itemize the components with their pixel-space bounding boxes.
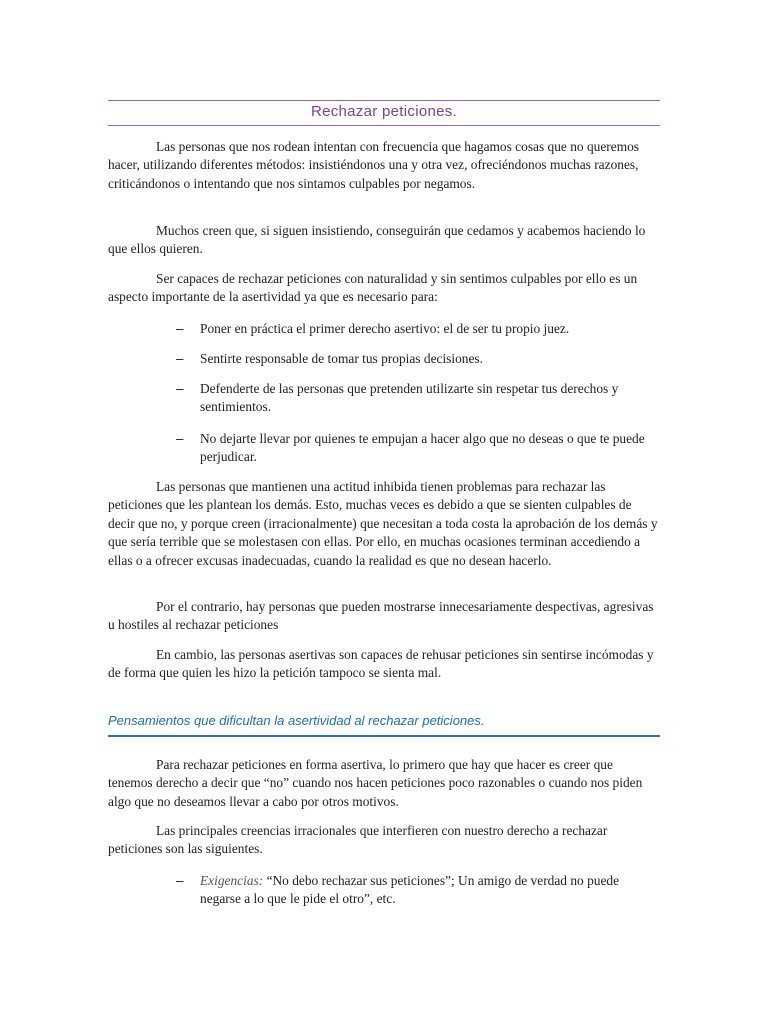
intro-paragraph-3 bbox=[108, 270, 660, 307]
section-paragraph-1 bbox=[108, 756, 660, 811]
bullet-item-3 bbox=[176, 380, 660, 417]
dash-marker: – bbox=[176, 873, 184, 888]
bullet-item-1 bbox=[176, 320, 660, 338]
document-title: Rechazar peticiones. bbox=[310, 103, 458, 120]
middle-paragraph-3 bbox=[108, 646, 660, 683]
section-heading: Pensamientos que dificultan la asertividad al rechazar peticiones. bbox=[108, 713, 485, 728]
paragraph: Ser capaces de rechazar peticiones con naturalidad y sin sentimos culpables por ello es un aspecto importante de la asertividad ya que es necesario para: bbox=[108, 271, 638, 305]
section-heading-rule bbox=[108, 735, 660, 737]
middle-paragraph-2 bbox=[108, 598, 660, 635]
paragraph: En cambio, las personas asertivas son capaces de rehusar peticiones sin sentirse incómodas y de forma que quien les hizo la petición tampoco se sienta mal. bbox=[108, 647, 654, 681]
section-paragraph-2 bbox=[108, 822, 660, 859]
belief-item-exigencias bbox=[176, 872, 660, 909]
paragraph: Por el contrario, hay personas que pueden mostrarse innecesariamente despectivas, agresivas u hostiles al rechazar peticiones bbox=[108, 599, 654, 633]
middle-paragraph-1 bbox=[108, 478, 660, 570]
paragraph: Muchos creen que, si siguen insistiendo, conseguirán que cedamos y acabemos haciendo lo que ellos quieren. bbox=[108, 223, 646, 257]
dash-marker: – bbox=[176, 321, 184, 336]
dash-marker: – bbox=[176, 431, 184, 446]
belief-text: “No debo rechazar sus peticiones”; Un amigo de verdad no puede negarse a lo que le pide el otro”, etc. bbox=[200, 873, 620, 907]
intro-paragraph-2 bbox=[108, 222, 660, 259]
bullet-text: Defenderte de las personas que pretenden utilizarte sin respetar tus derechos y sentimientos. bbox=[200, 381, 619, 415]
paragraph: Las principales creencias irracionales que interfieren con nuestro derecho a rechazar peticiones son las siguientes. bbox=[108, 823, 608, 857]
bullet-text: Sentirte responsable de tomar tus propias decisiones. bbox=[200, 351, 483, 366]
paragraph: Para rechazar peticiones en forma asertiva, lo primero que hay que hacer es creer que tenemos derecho a decir que “no” cuando nos hacen peticiones poco razonables o cuando nos piden algo que no deseamos llevar a cabo por otros motivos. bbox=[108, 757, 643, 809]
paragraph: Las personas que nos rodean intentan con frecuencia que hagamos cosas que no queremos hacer, utilizando diferentes métodos: insistiéndonos una y otra vez, ofreciéndonos muchas razones, criticándonos o intentando que nos sintamos culpables por negamos. bbox=[108, 139, 640, 191]
belief-label: Exigencias: bbox=[200, 873, 264, 888]
title-bottom-rule bbox=[108, 125, 660, 126]
title-top-rule bbox=[108, 100, 660, 101]
bullet-item-2 bbox=[176, 350, 660, 368]
intro-paragraph-1 bbox=[108, 138, 660, 193]
dash-marker: – bbox=[176, 381, 184, 396]
bullet-text: Poner en práctica el primer derecho asertivo: el de ser tu propio juez. bbox=[200, 321, 570, 336]
paragraph: Las personas que mantienen una actitud inhibida tienen problemas para rechazar las peticiones que les plantean los demás. Esto, muchas veces es debido a que se sienten culpables de decir que no, y porque creen (irracionalmente) que necesitan a toda costa la aprobación de los demás y que sería terrible que se molestasen con ellas. Por ello, en muchas ocasiones terminan accediendo a ellas o a ofrecer excusas inadecuadas, cuando la realidad es que no desean hacerlo. bbox=[108, 479, 658, 568]
dash-marker: – bbox=[176, 351, 184, 366]
bullet-text: No dejarte llevar por quienes te empujan a hacer algo que no deseas o que te puede perjudicar. bbox=[200, 431, 645, 465]
bullet-item-4 bbox=[176, 430, 660, 467]
